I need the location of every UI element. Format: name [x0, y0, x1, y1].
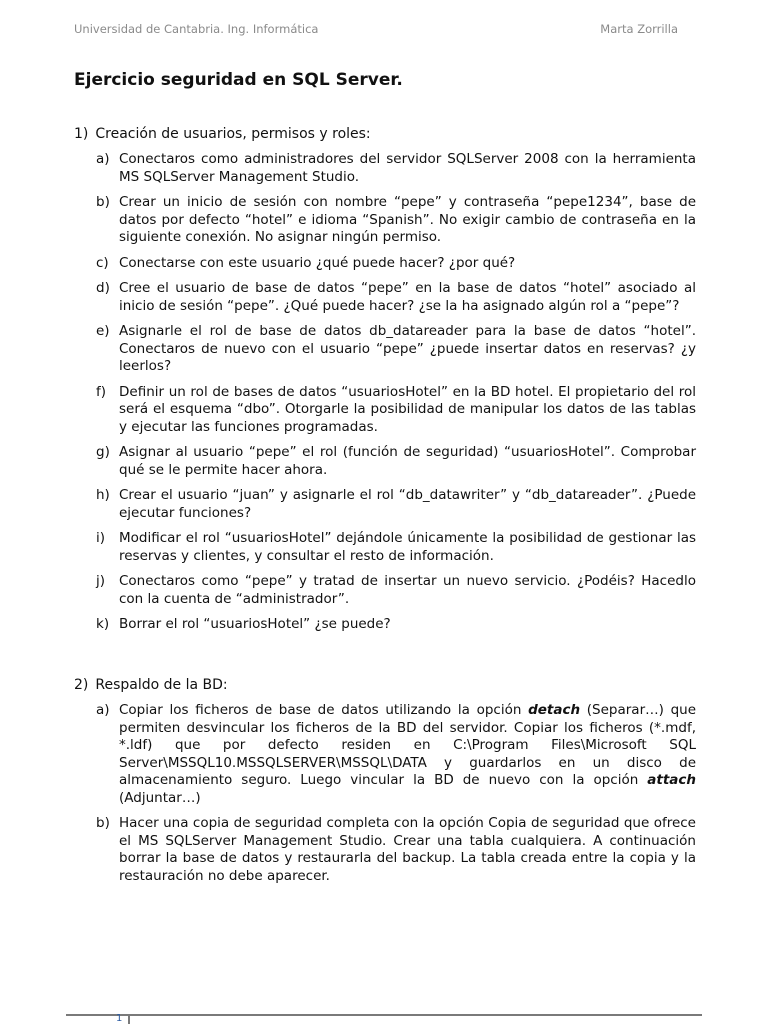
item-label: b)	[96, 194, 110, 210]
item-text: Hacer una copia de seguridad completa con la opción Copia de seguridad que ofrece el MS SQLServer Management Studio. Crear una tabla cualquiera. A continuación borrar la base de datos y restaurarla del backup. La tabla creada entre la copia y la restauración no debe aparecer.	[119, 815, 696, 884]
item-label: b)	[96, 815, 110, 831]
item-label: c)	[96, 254, 109, 271]
list-item	[74, 384, 696, 437]
item-text: Crear un inicio de sesión con nombre “pepe” y contraseña “pepe1234”, base de datos por defecto “hotel” e idioma “Spanish”. No exigir cambio de contraseña en la siguiente conexión. No asignar ningún permiso.	[119, 194, 696, 245]
header-institution: Universidad de Cantabria. Ing. Informática	[74, 22, 319, 36]
list-item	[74, 194, 696, 247]
list-item	[74, 702, 696, 807]
item-label: i)	[96, 530, 106, 546]
item-label: a)	[96, 151, 110, 167]
list-item	[74, 616, 696, 634]
footer-rule	[66, 1014, 702, 1016]
item-text: Crear el usuario “juan” y asignarle el rol “db_datawriter” y “db_datareader”. ¿Puede ejecutar funciones?	[119, 487, 696, 521]
item-text: Conectaros como “pepe” y tratad de insertar un nuevo servicio. ¿Podéis? Hacedlo con la cuenta de “administrador”.	[119, 573, 696, 607]
page-number: 1	[116, 1013, 123, 1024]
list-item	[74, 815, 696, 885]
detach-keyword: detach	[528, 702, 581, 718]
list-item	[74, 530, 696, 565]
list-item	[74, 280, 696, 315]
item-label: a)	[96, 702, 110, 718]
footer-tick	[128, 1016, 130, 1024]
item-label: f)	[96, 383, 107, 400]
section-number: 1)	[74, 126, 89, 142]
item-label: g)	[96, 444, 110, 460]
section-title: Creación de usuarios, permisos y roles:	[95, 126, 371, 142]
item-label: e)	[96, 323, 110, 339]
section-number: 2)	[74, 677, 89, 693]
item-label: j)	[96, 573, 106, 589]
section-user-creation	[74, 126, 696, 634]
item-label: h)	[96, 487, 110, 503]
list-item	[74, 487, 696, 522]
list-item	[74, 444, 696, 479]
document-title: Ejercicio seguridad en SQL Server.	[74, 70, 403, 90]
item-text: Asignarle el rol de base de datos db_datareader para la base de datos “hotel”. Conectaros de nuevo con el usuario “pepe” ¿puede insertar datos en reservas? ¿y leerlos?	[119, 323, 696, 374]
item-text: Cree el usuario de base de datos “pepe” en la base de datos “hotel” asociado al inicio de sesión “pepe”. ¿Qué puede hacer? ¿se la ha asignado algún rol a “pepe”?	[119, 280, 696, 314]
list-item	[74, 323, 696, 376]
item-text: Modificar el rol “usuariosHotel” dejándole únicamente la posibilidad de gestionar las reservas y clientes, y consultar el resto de información.	[119, 530, 696, 564]
list-item	[74, 255, 696, 273]
header-author: Marta Zorrilla	[600, 22, 678, 36]
item-text: Conectarse con este usuario ¿qué puede hacer? ¿por qué?	[119, 254, 516, 271]
item-text: (Adjuntar…)	[119, 789, 201, 806]
item-text: Conectaros como administradores del servidor SQLServer 2008 con la herramienta MS SQLServer Management Studio.	[119, 151, 696, 185]
item-text: (Separar…) que permiten desvincular los ficheros de la BD del servidor. Copiar los ficheros (*.mdf, *.ldf) que por defecto residen en C:\Program Files\Microsoft SQL Server\MSSQL10.MSSQLSERVER\MSSQL\DATA y guardarlos en un disco de almacenamiento seguro. Luego vincular la BD de nuevo con la opción	[119, 702, 696, 788]
attach-keyword: attach	[647, 772, 696, 788]
task-list	[74, 702, 696, 885]
section-heading	[74, 126, 696, 143]
list-item	[74, 573, 696, 608]
item-text: Borrar el rol “usuariosHotel” ¿se puede?	[119, 616, 391, 632]
section-title: Respaldo de la BD:	[95, 677, 228, 693]
item-text: Definir un rol de bases de datos “usuariosHotel” en la BD hotel. El propietario del rol será el esquema “dbo”. Otorgarle la posibilidad de manipular los datos de las tablas y ejecutar las funciones programadas.	[119, 383, 696, 435]
section-heading	[74, 677, 696, 694]
item-text: Asignar al usuario “pepe” el rol (función de seguridad) “usuariosHotel”. Comprobar qué se le permite hacer ahora.	[119, 444, 696, 478]
item-label: k)	[96, 616, 110, 632]
item-text: Copiar los ficheros de base de datos utilizando la opción	[119, 702, 529, 718]
section-backup	[74, 677, 696, 885]
page-header	[74, 22, 678, 36]
item-label: d)	[96, 280, 110, 296]
task-list	[74, 151, 696, 634]
list-item	[74, 151, 696, 186]
